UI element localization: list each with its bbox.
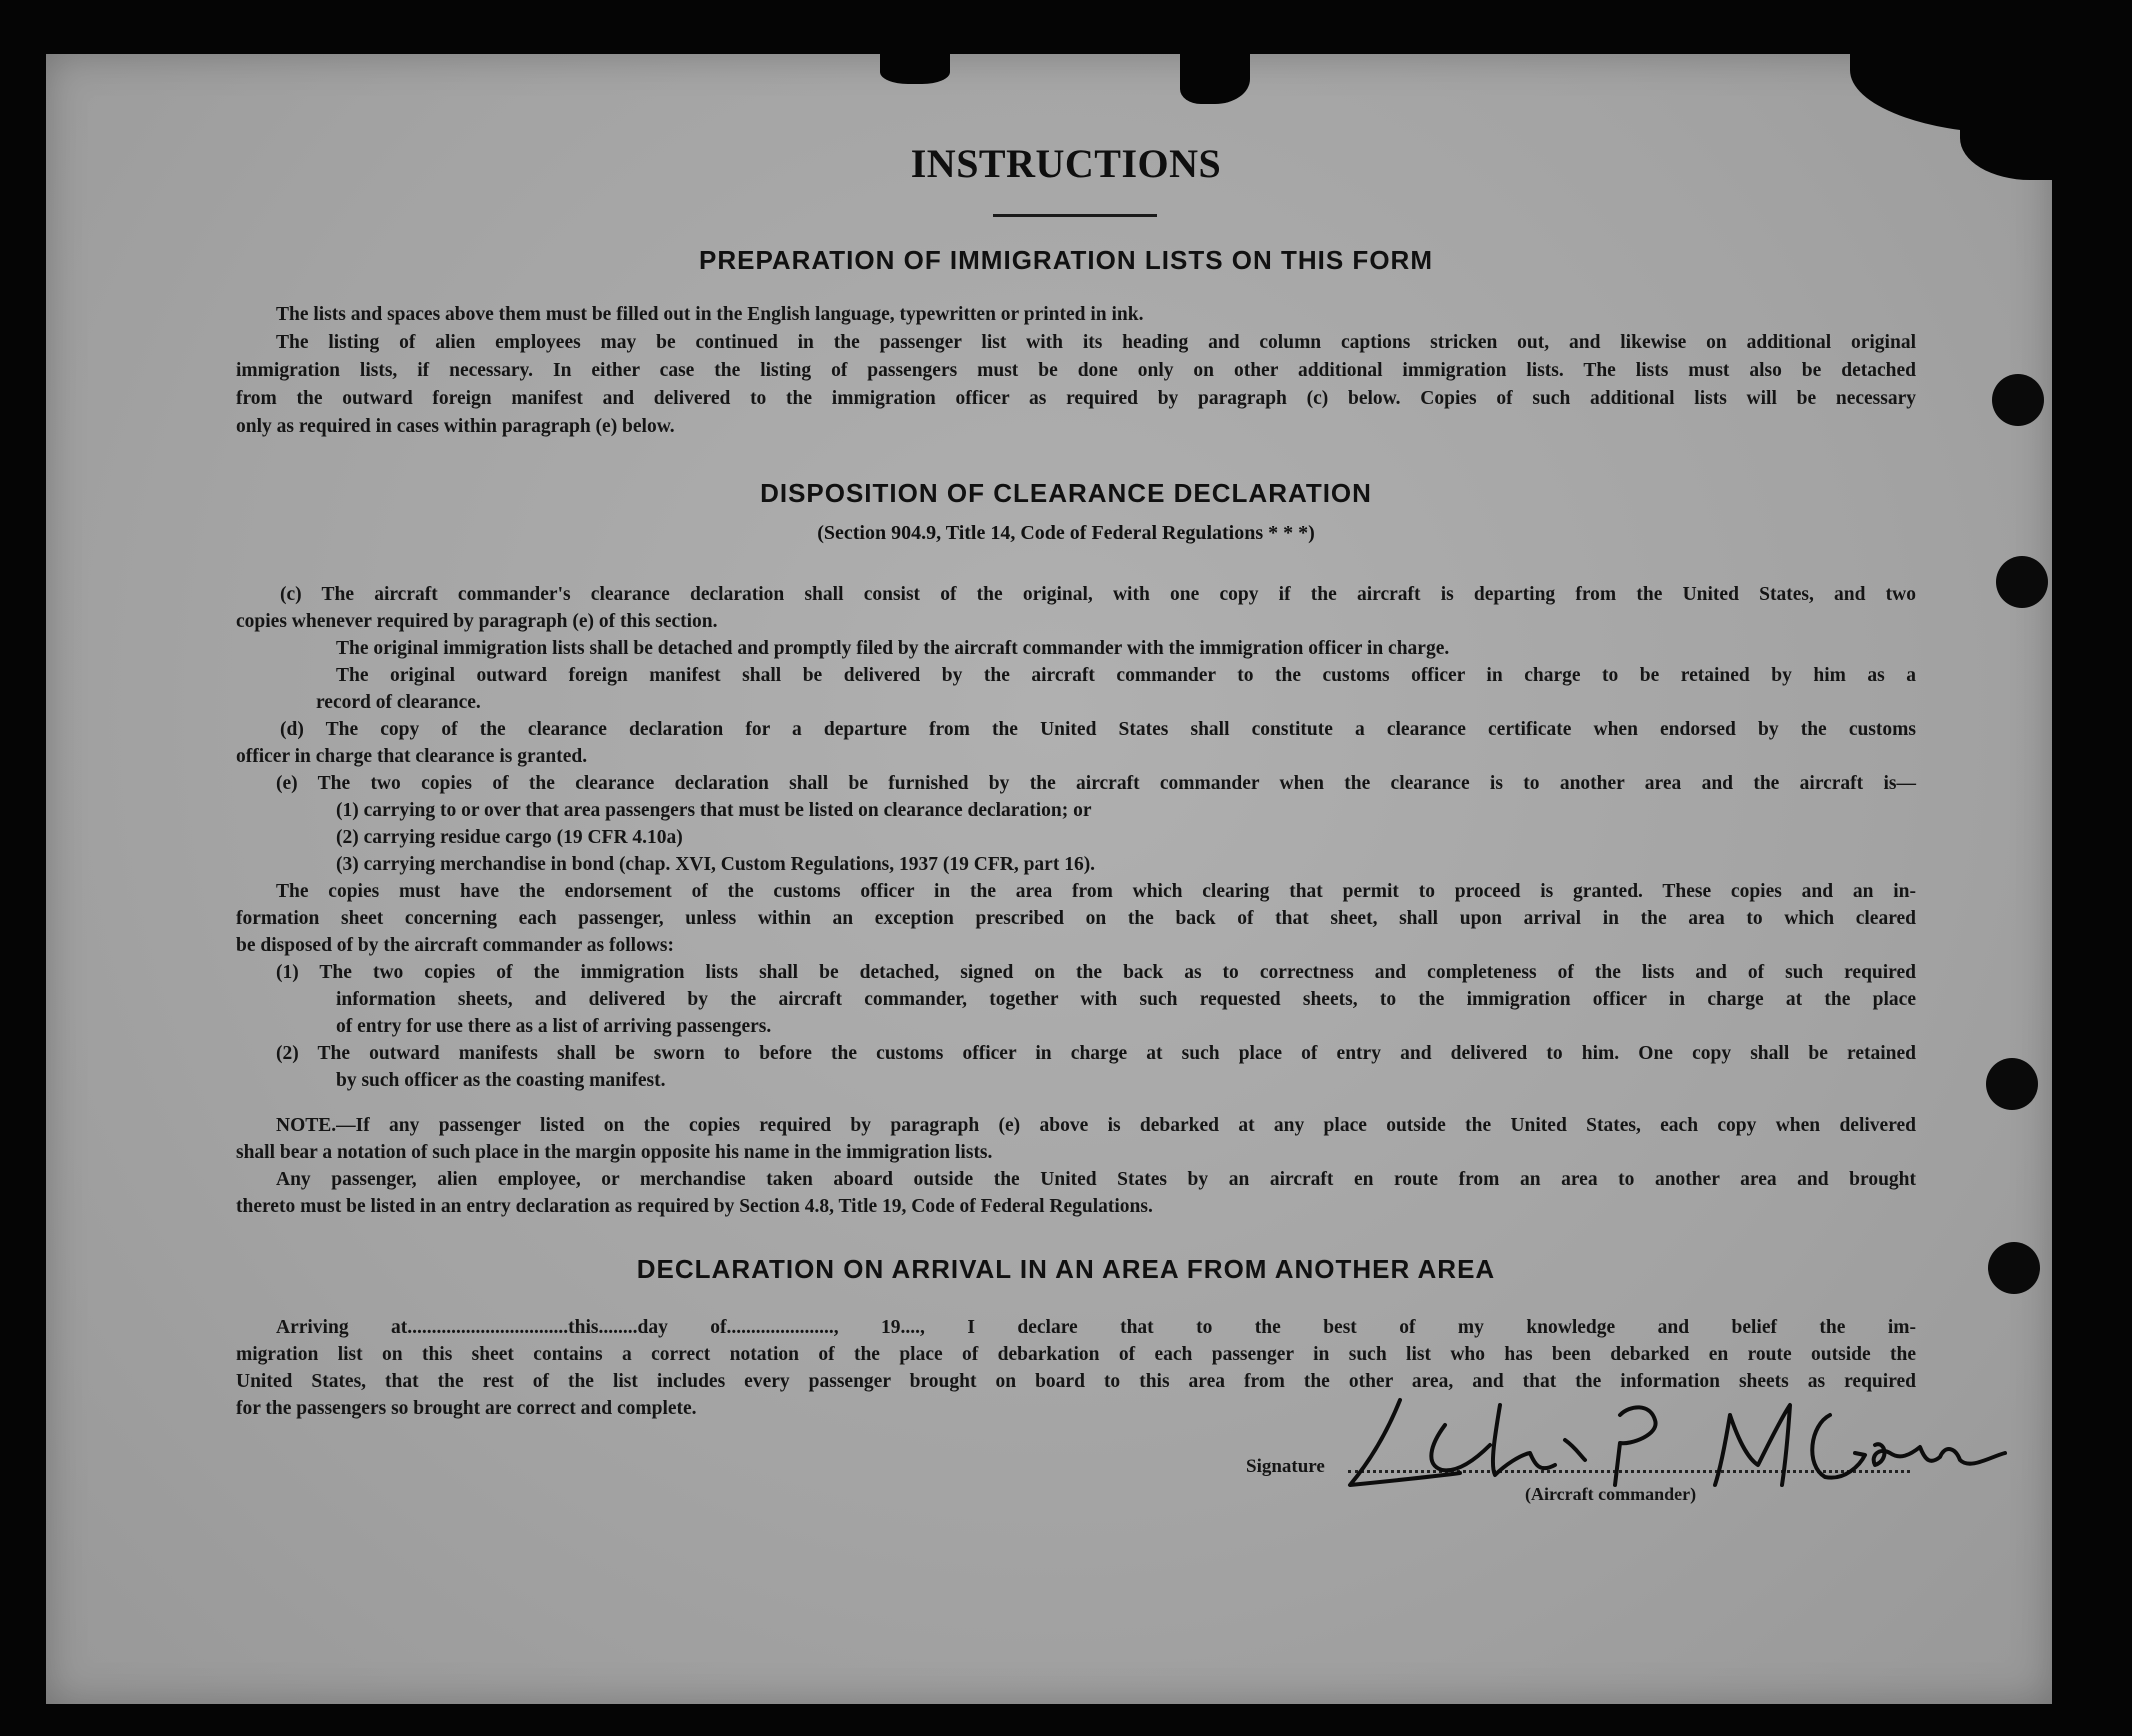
disposition-line: thereto must be listed in an entry declaration as required by Section 4.8, Title 19, Code of Federal Regulations. xyxy=(236,1196,1153,1217)
disposition-line: record of clearance. xyxy=(316,692,481,713)
disposition-line: The original outward foreign manifest shall be delivered by the aircraft commander to the customs officer in charge to be retained by him as a xyxy=(336,665,1916,686)
preparation-line: The listing of alien employees may be continued in the passenger list with its heading and column captions stricken out, and likewise on additional original xyxy=(276,332,1916,353)
arrival-line: migration list on this sheet contains a correct notation of the place of debarkation of each passenger in such list who has been debarked en route outside the xyxy=(236,1344,1916,1365)
title-underline xyxy=(993,214,1157,217)
preparation-line: immigration lists, if necessary. In either case the listing of passengers must be done only on other additional immigration lists. The lists must also be detached xyxy=(236,360,1916,381)
torn-edge xyxy=(880,54,950,84)
handwritten-signature xyxy=(1330,1385,2010,1515)
disposition-line: formation sheet concerning each passenger, unless within an exception prescribed on the back of that sheet, shall upon arrival in the area to which cleared xyxy=(236,908,1916,929)
disposition-heading: DISPOSITION OF CLEARANCE DECLARATION xyxy=(760,478,1372,508)
signature-label: Signature xyxy=(1246,1456,1325,1477)
arrival-line: for the passengers so brought are correct and complete. xyxy=(236,1398,697,1419)
preparation-line: The lists and spaces above them must be filled out in the English language, typewritten or printed in ink. xyxy=(276,304,1144,325)
punch-hole xyxy=(1996,556,2048,608)
disposition-line: officer in charge that clearance is granted. xyxy=(236,746,588,767)
disposition-line: (2) The outward manifests shall be sworn to before the customs officer in charge at such place of entry and delivered to him. One copy shall be retained xyxy=(276,1043,1916,1064)
disposition-line: (d) The copy of the clearance declaration for a departure from the United States shall constitute a clearance certificate when endorsed by the customs xyxy=(280,719,1916,740)
disposition-line: Any passenger, alien employee, or merchandise taken aboard outside the United States by an aircraft en route from an area to another area and brought xyxy=(276,1169,1916,1190)
preparation-line: from the outward foreign manifest and delivered to the immigration officer as required by paragraph (c) below. Copies of such additional lists will be necessary xyxy=(236,388,1916,409)
disposition-line: copies whenever required by paragraph (e) of this section. xyxy=(236,611,718,632)
disposition-line: (e) The two copies of the clearance declaration shall be furnished by the aircraft commander when the clearance is to another area and the aircraft is— xyxy=(276,773,1916,794)
disposition-line: (1) The two copies of the immigration lists shall be detached, signed on the back as to correctness and completeness of the lists and of such required xyxy=(276,962,1916,983)
preparation-line: only as required in cases within paragraph (e) below. xyxy=(236,416,675,437)
arrival-line: Arriving at.................................this........day of......................, 19...., I declare that to the best of my knowledge and belief the im- xyxy=(276,1317,1916,1338)
punch-hole xyxy=(1986,1058,2038,1110)
disposition-line: (2) carrying residue cargo (19 CFR 4.10a) xyxy=(336,827,683,848)
disposition-line: be disposed of by the aircraft commander as follows: xyxy=(236,935,675,956)
disposition-line: The copies must have the endorsement of the customs officer in the area from which clearing that permit to proceed is granted. These copies and an in- xyxy=(276,881,1916,902)
disposition-line: (c) The aircraft commander's clearance declaration shall consist of the original, with one copy if the aircraft is departing from the United States, and two xyxy=(280,584,1916,605)
disposition-subheading: (Section 904.9, Title 14, Code of Federal Regulations * * *) xyxy=(817,522,1315,544)
disposition-line: The original immigration lists shall be detached and promptly filed by the aircraft commander with the immigration officer in charge. xyxy=(336,638,1450,659)
disposition-line: of entry for use there as a list of arriving passengers. xyxy=(336,1016,772,1037)
arrival-heading: DECLARATION ON ARRIVAL IN AN AREA FROM ANOTHER AREA xyxy=(636,1254,1496,1284)
preparation-heading: PREPARATION OF IMMIGRATION LISTS ON THIS FORM xyxy=(699,245,1433,275)
disposition-line: (1) carrying to or over that area passengers that must be listed on clearance declaration; or xyxy=(336,800,1092,821)
punch-hole xyxy=(1992,374,2044,426)
disposition-line: by such officer as the coasting manifest. xyxy=(336,1070,666,1091)
disposition-line: (3) carrying merchandise in bond (chap. XVI, Custom Regulations, 1937 (19 CFR, part 16). xyxy=(336,854,1096,875)
torn-edge xyxy=(1180,54,1250,104)
disposition-line: NOTE.—If any passenger listed on the copies required by paragraph (e) above is debarked at any place outside the United States, each copy when delivered xyxy=(276,1115,1916,1136)
signature-caption: (Aircraft commander) xyxy=(1525,1484,1697,1504)
page-title: INSTRUCTIONS xyxy=(910,141,1222,186)
arrival-line: United States, that the rest of the list includes every passenger brought on board to this area from the other area, and that the information sheets as required xyxy=(236,1371,1916,1392)
disposition-line: shall bear a notation of such place in the margin opposite his name in the immigration lists. xyxy=(236,1142,993,1163)
disposition-line: information sheets, and delivered by the aircraft commander, together with such requested sheets, to the immigration officer in charge at the place xyxy=(336,989,1916,1010)
